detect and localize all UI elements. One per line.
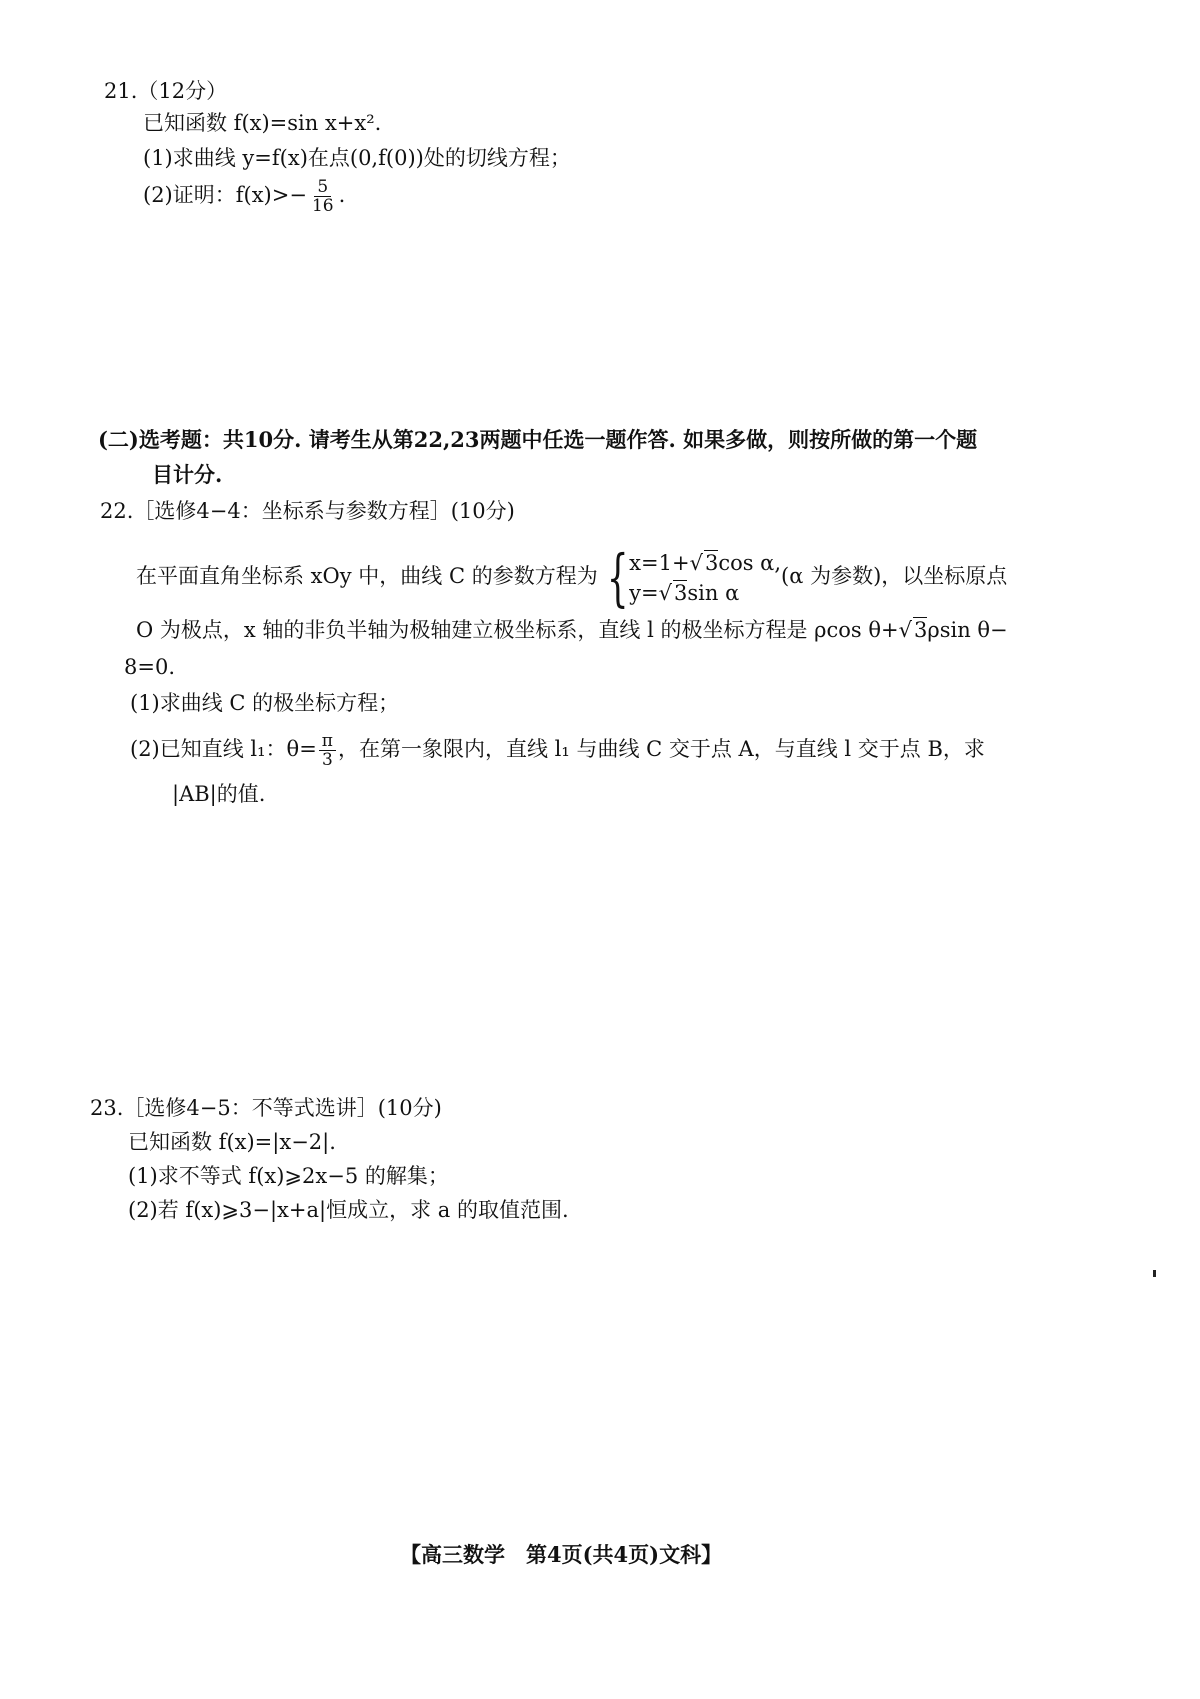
q22-stem-prefix: 在平面直角坐标系 xOy 中，曲线 C 的参数方程为 — [136, 564, 598, 588]
q23-stem: 已知函数 f(x)=|x−2|. — [128, 1130, 336, 1154]
section2-instructions-line1: (二)选考题：共10分. 请考生从第22,23两题中任选一题作答. 如果多做，则按所做的第一个题 — [98, 427, 978, 452]
q21-fraction-numerator: 5 — [314, 178, 331, 197]
q22-fraction — [319, 732, 336, 769]
q22-part1: (1)求曲线 C 的极坐标方程； — [130, 691, 400, 715]
q22-fraction-numerator: π — [319, 732, 336, 751]
q22-part2-line2: |AB|的值. — [172, 782, 266, 806]
q23-header: 23.［选修4−5：不等式选讲］(10分) — [90, 1096, 442, 1120]
q21-fraction-denominator: 16 — [311, 196, 334, 216]
q23-part1: (1)求不等式 f(x)⩾2x−5 的解集； — [128, 1164, 449, 1188]
q21-part2-suffix: . — [338, 183, 346, 207]
q22-stem-suffix: (α 为参数)，以坐标原点 — [781, 564, 1008, 588]
q22-stem — [136, 540, 1008, 614]
q22-part2: (2)已知直线 l₁：θ= $\frac{\pi}{3}$ ，在第一象限内，直线 l₁ 与曲线 C 交于点 A，与直线 l 交于点 B，求 — [130, 731, 985, 770]
stray-mark — [1153, 1270, 1156, 1277]
q22-equation-y: y=√3sin α — [629, 580, 740, 605]
q22-equation-x: x=1+√3cos α, — [629, 550, 782, 575]
q23-part2: (2)若 f(x)⩾3−|x+a|恒成立，求 a 的取值范围. — [128, 1198, 569, 1222]
left-brace: { — [606, 540, 629, 614]
page-footer: 【高三数学 第4页(共4页)文科】 — [400, 1542, 723, 1567]
q21-header: 21.（12分） — [104, 79, 228, 103]
q22-fraction-denominator: 3 — [321, 750, 333, 770]
q21-stem: 已知函数 f(x)=sin x+x². — [143, 111, 382, 135]
q22-stem-line2: O 为极点，x 轴的非负半轴为极轴建立极坐标系，直线 l 的极坐标方程是 ρcos θ+√3ρsin θ− — [136, 618, 1008, 642]
q21-fraction — [309, 178, 337, 215]
q22-stem-line3: 8=0. — [124, 655, 175, 679]
q21-part2-prefix: (2)证明：f(x)>− — [143, 183, 307, 207]
section2-instructions-line2: 目计分. — [152, 462, 223, 487]
q21-part1: (1)求曲线 y=f(x)在点(0,f(0))处的切线方程； — [143, 146, 571, 170]
q22-parametric-equations — [629, 548, 781, 608]
q22-header: 22.［选修4−4：坐标系与参数方程］(10分) — [100, 499, 515, 523]
q21-part2 — [143, 178, 345, 215]
